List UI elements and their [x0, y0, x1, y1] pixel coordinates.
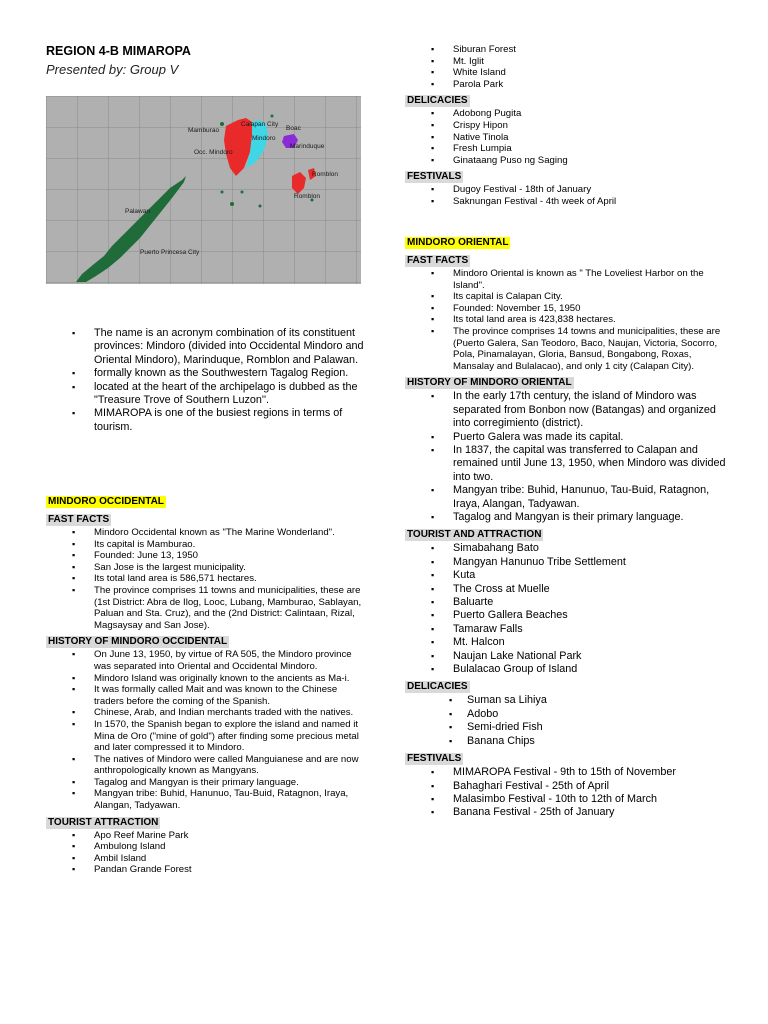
list-item: ▪ located at the heart of the archipelago is dubbed as the "Treasure Trove of Southern Luzon''. [46, 381, 364, 408]
list-item: ▪ The province comprises 14 towns and municipalities, these are (Puerto Galera, San Teodoro, Baco, Naujan, Victoria, Socorro, Pola, Pinamalayan, Gloria, Bansud, Bongabong, Roxas, Mansalay and Bulalacao), and only 1 city (Calapan City). [405, 326, 735, 372]
list-item: ▪ MIMAROPA Festival - 9th to 15th of November [405, 766, 735, 779]
map-grid [46, 96, 361, 284]
list-item: ▪ Pandan Grande Forest [46, 864, 364, 876]
map-label: Romblon [294, 193, 321, 200]
list-item: ▪ The name is an acronym combination of its constituent provinces: Mindoro (divided into Occidental Mindoro and Oriental Mindoro), Marinduque, Romblon and Palawan. [46, 327, 364, 367]
list-item: ▪ Dugoy Festival - 18th of January [405, 184, 735, 196]
document-title: REGION 4-B MIMAROPA [46, 44, 191, 58]
section-heading: HISTORY OF MINDORO ORIENTAL [407, 377, 572, 389]
occidental-history [46, 649, 364, 811]
list-item: ▪ Its total land area is 423,838 hectares. [405, 314, 735, 326]
list-item: ▪ Tagalog and Mangyan is their primary language. [46, 777, 364, 789]
list-item: ▪ Ginataang Puso ng Saging [405, 155, 735, 167]
list-item: ▪ Malasimbo Festival - 10th to 12th of March [405, 793, 735, 806]
map-label: Palawan [125, 208, 150, 215]
oriental-history [405, 390, 735, 524]
list-item: ▪ MIMAROPA is one of the busiest regions in terms of tourism. [46, 407, 364, 434]
map-label: Calapan City [241, 121, 279, 128]
map-label: Puerto Princesa City [140, 249, 200, 256]
list-item: ▪ Tamaraw Falls [405, 623, 735, 636]
list-item: ▪ Its total land area is 586,571 hectares. [46, 573, 364, 585]
occidental-section [46, 491, 364, 876]
map-label: Mindoro [252, 135, 276, 142]
section-heading: MINDORO ORIENTAL [407, 237, 509, 248]
list-item: ▪ Founded: June 13, 1950 [46, 550, 364, 562]
list-item: ▪ Siburan Forest [405, 44, 735, 56]
section-heading: FAST FACTS [407, 255, 469, 266]
map-label: Romblon [312, 171, 339, 178]
section-heading: TOURIST AND ATTRACTION [407, 529, 542, 541]
list-item: ▪ Puerto Gallera Beaches [405, 609, 735, 622]
occidental-fast-facts [46, 527, 364, 631]
list-item: ▪ Bulalacao Group of Island [405, 663, 735, 676]
list-item: ▪ Banana Festival - 25th of January [405, 806, 735, 819]
list-item: ▪ It was formally called Mait and was known to the Chinese traders before the coming of the Spanish. [46, 684, 364, 707]
section-heading: FESTIVALS [407, 753, 462, 765]
list-item: ▪ Its capital is Mamburao. [46, 539, 364, 551]
list-item: ▪ Mindoro Occidental known as "The Marine Wonderland". [46, 527, 364, 539]
list-item: ▪ Banana Chips [405, 735, 735, 748]
oriental-tourist [405, 542, 735, 676]
section-heading: HISTORY OF MINDORO OCCIDENTAL [48, 636, 228, 648]
list-item: ▪ Ambil Island [46, 853, 364, 865]
list-item: ▪ Semi-dried Fish [405, 721, 735, 734]
list-item: ▪ Mangyan Hanunuo Tribe Settlement [405, 556, 735, 569]
list-item: ▪ San Jose is the largest municipality. [46, 562, 364, 574]
list-item: ▪ Native Tinola [405, 132, 735, 144]
list-item: ▪ In 1570, the Spanish began to explore the island and named it Mina de Oro ("mine of gold") after finding some precious metal and later compressed it to Mindoro. [46, 719, 364, 754]
list-item: ▪ Mt. Halcon [405, 636, 735, 649]
list-item: ▪ Puerto Galera was made its capital. [405, 431, 735, 444]
list-item: ▪ Kuta [405, 569, 735, 582]
section-heading: TOURIST ATTRACTION [48, 816, 159, 828]
list-item: ▪ Mangyan tribe: Buhid, Hanunuo, Tau-Buid, Ratagnon, Iraya, Alangan, Tadyawan. [46, 788, 364, 811]
list-item: ▪ In 1837, the capital was transferred to Calapan and remained until June 13, 1950, when Mindoro was divided into two. [405, 444, 735, 484]
list-item: ▪ Parola Park [405, 79, 735, 91]
list-item: ▪ Apo Reef Marine Park [46, 830, 364, 842]
occidental-tourist [46, 830, 364, 876]
oriental-delicacies [405, 694, 735, 748]
list-item: ▪ Adobo [405, 708, 735, 721]
occidental-tourist-continued [405, 44, 735, 90]
section-heading: MINDORO OCCIDENTAL [48, 496, 164, 507]
list-item: ▪ Mindoro Island was originally known to the ancients as Ma-i. [46, 673, 364, 685]
list-item: ▪ Ambulong Island [46, 841, 364, 853]
intro-list [46, 327, 364, 434]
occidental-festivals [405, 184, 735, 207]
list-item: ▪ Naujan Lake National Park [405, 650, 735, 663]
list-item: ▪ The province comprises 11 towns and municipalities, these are (1st District: Abra de Ilog, Looc, Lubang, Mamburao, Sablayan, Paluan and Sta. Cruz), and the (2nd District: Calintaan, Rizal, Magsaysay and San Jose). [46, 585, 364, 631]
list-item: ▪ Chinese, Arab, and Indian merchants traded with the natives. [46, 707, 364, 719]
intro-section [46, 327, 364, 434]
list-item: ▪ Founded: November 15, 1950 [405, 303, 735, 315]
oriental-section [405, 232, 735, 820]
occidental-continued [405, 44, 735, 208]
list-item: ▪ formally known as the Southwestern Tagalog Region. [46, 367, 364, 380]
list-item: ▪ Mindoro Oriental is known as " The Loveliest Harbor on the Island". [405, 268, 735, 291]
list-item: ▪ Saknungan Festival - 4th week of April [405, 196, 735, 208]
list-item: ▪ The natives of Mindoro were called Manguianese and are now anthropologically known as Mangyans. [46, 754, 364, 777]
list-item: ▪ Baluarte [405, 596, 735, 609]
map-label: Marinduque [290, 143, 325, 150]
list-item: ▪ Simabahang Bato [405, 542, 735, 555]
occidental-delicacies [405, 108, 735, 166]
section-heading: DELICACIES [407, 95, 468, 107]
list-item: ▪ Suman sa Lihiya [405, 694, 735, 707]
list-item: ▪ Crispy Hipon [405, 120, 735, 132]
list-item: ▪ Tagalog and Mangyan is their primary language. [405, 511, 735, 524]
document-subtitle: Presented by: Group V [46, 62, 179, 77]
map-label: Mamburao [188, 127, 220, 134]
list-item: ▪ Mt. Iglit [405, 56, 735, 68]
section-heading: FAST FACTS [48, 514, 110, 525]
list-item: ▪ White Island [405, 67, 735, 79]
section-heading: DELICACIES [407, 681, 468, 693]
list-item: ▪ In the early 17th century, the island of Mindoro was separated from Bonbon now (Batangas) and organized into corregimiento (district). [405, 390, 735, 430]
list-item: ▪ Its capital is Calapan City. [405, 291, 735, 303]
list-item: ▪ Mangyan tribe: Buhid, Hanunuo, Tau-Buid, Ratagnon, Iraya, Alangan, Tadyawan. [405, 484, 735, 511]
list-item: ▪ On June 13, 1950, by virtue of RA 505, the Mindoro province was separated into Oriental and Occidental Mindoro. [46, 649, 364, 672]
mimaropa-map [46, 96, 361, 284]
map-label: Occ. Mindoro [194, 149, 233, 156]
section-heading: FESTIVALS [407, 171, 462, 183]
list-item: ▪ Bahaghari Festival - 25th of April [405, 780, 735, 793]
map-graphic [46, 96, 361, 284]
map-label: Boac [286, 125, 301, 132]
oriental-festivals [405, 766, 735, 820]
list-item: ▪ The Cross at Muelle [405, 583, 735, 596]
list-item: ▪ Fresh Lumpia [405, 143, 735, 155]
list-item: ▪ Adobong Pugita [405, 108, 735, 120]
oriental-fast-facts [405, 268, 735, 372]
